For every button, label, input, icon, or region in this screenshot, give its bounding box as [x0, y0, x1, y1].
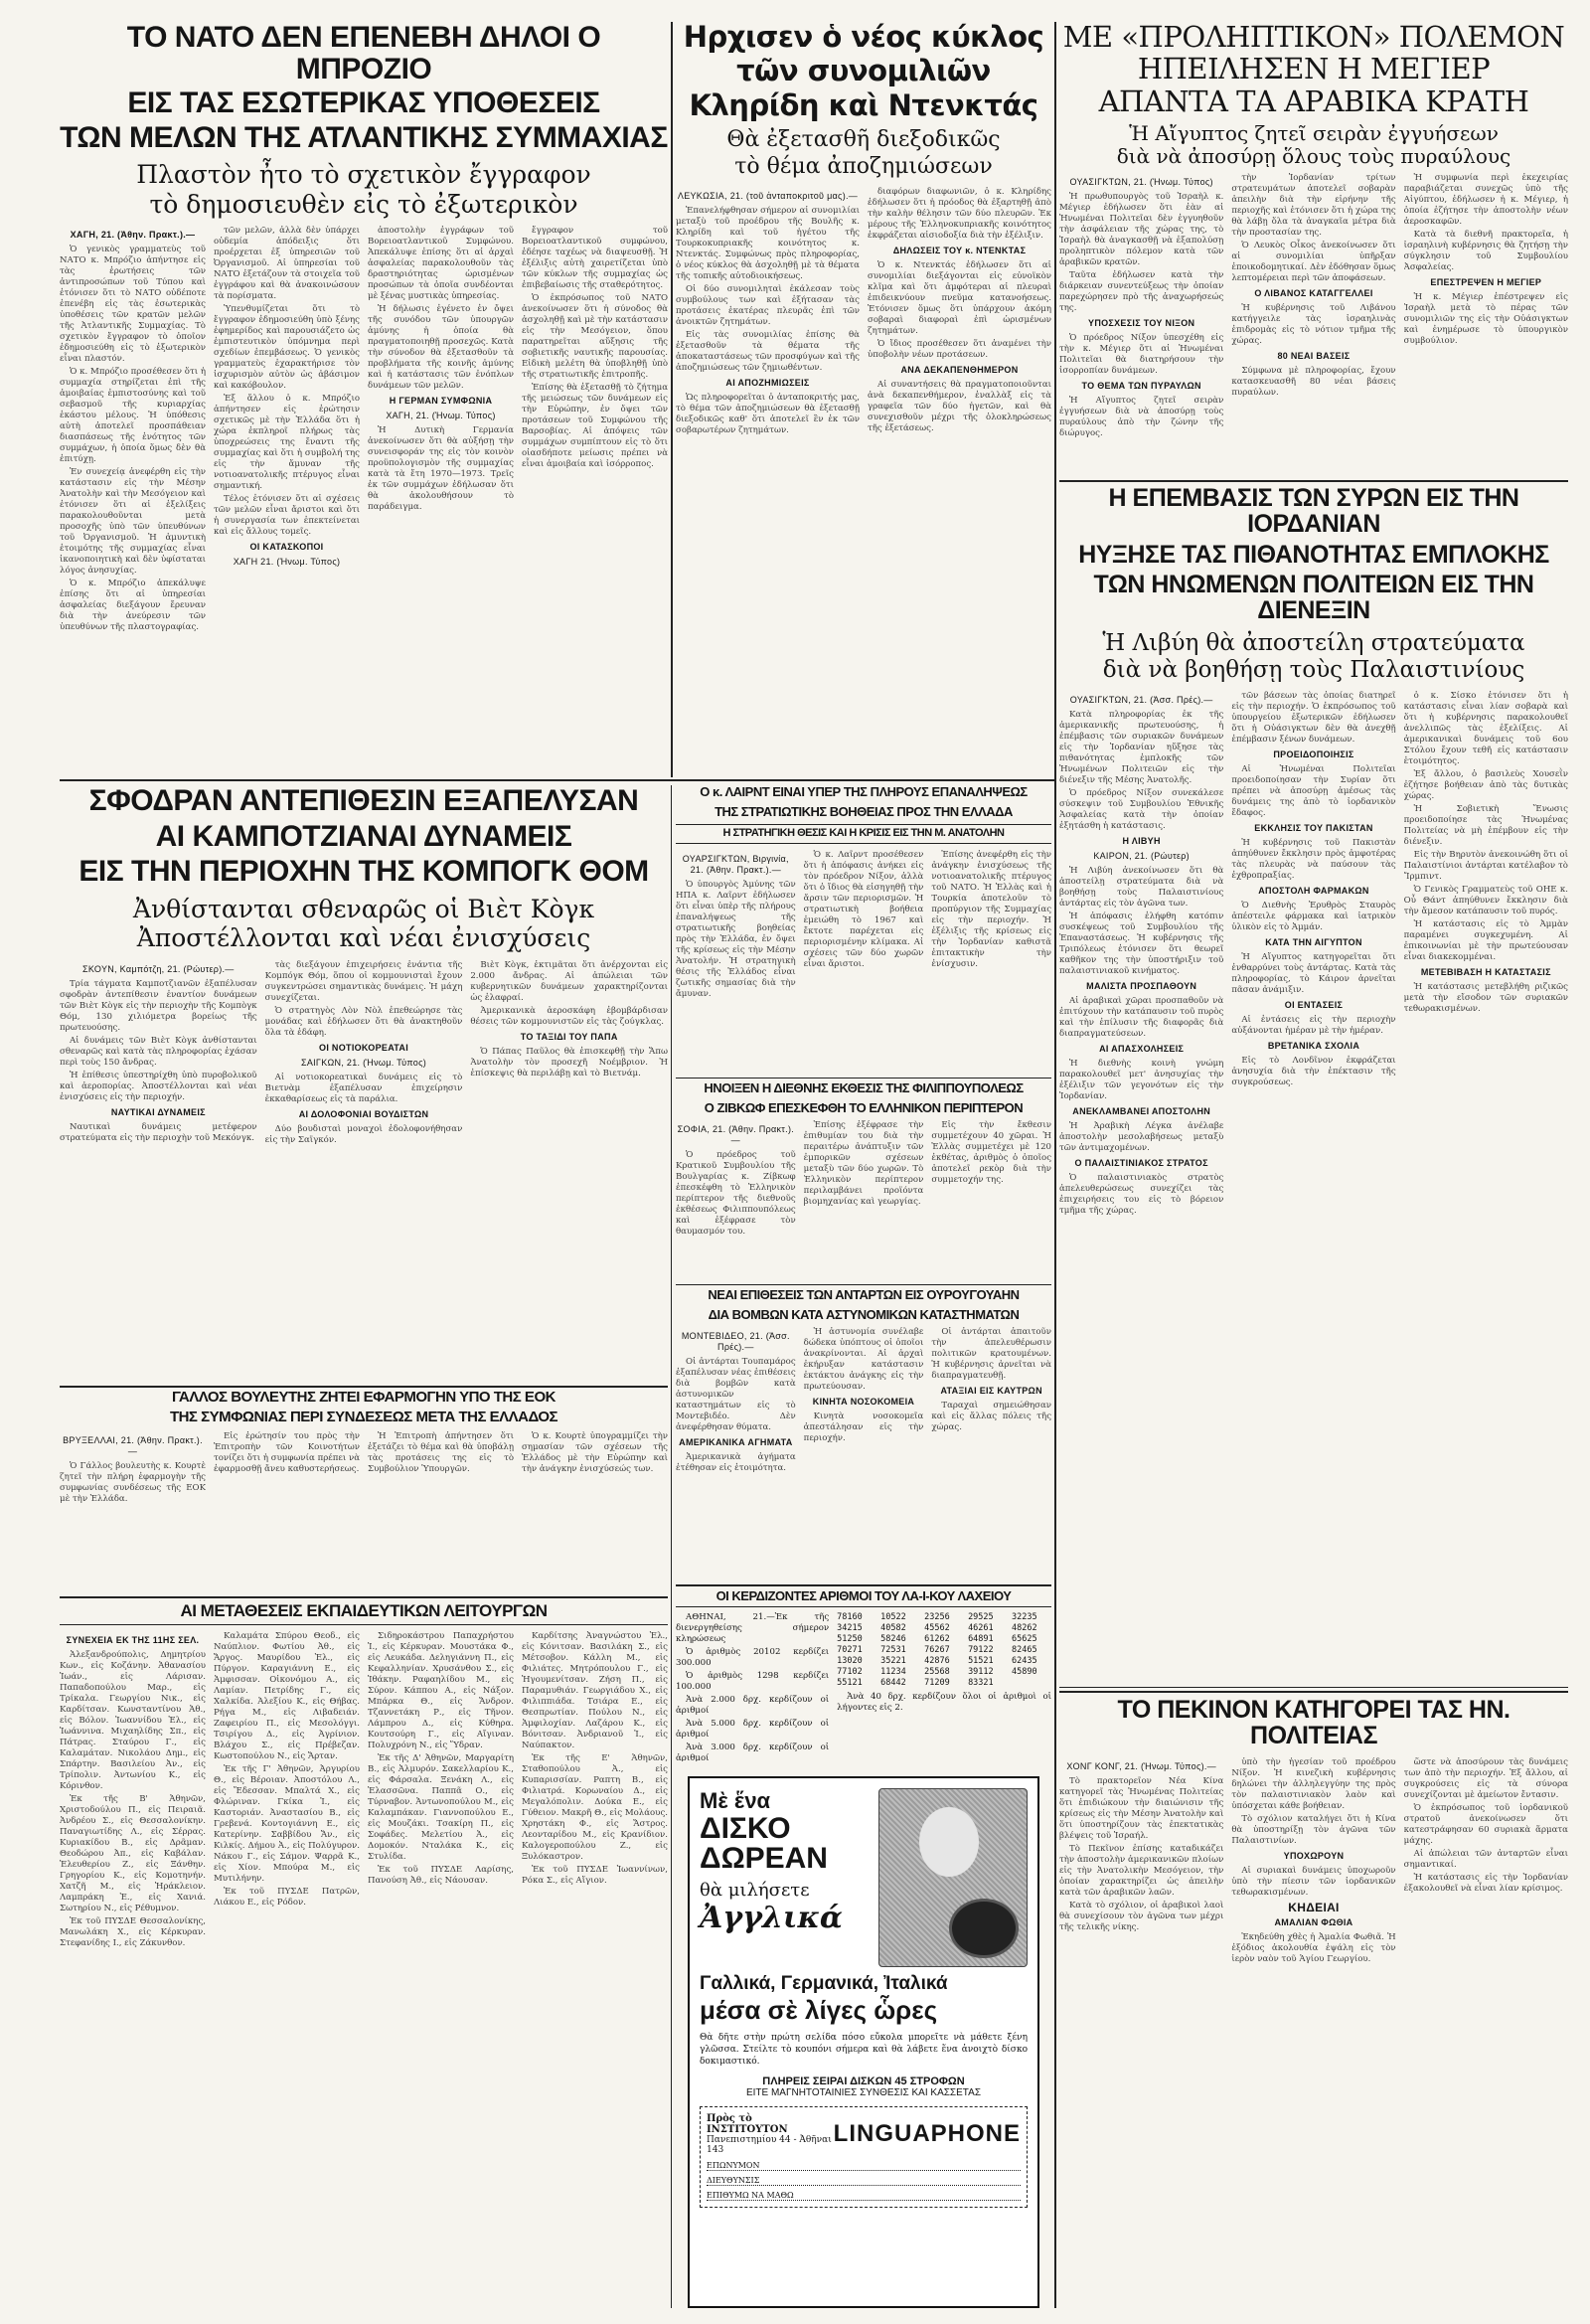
lottery-number: 68442	[880, 1677, 906, 1688]
cyprus-subhead-2: τὸ θέμα ἀποζημιώσεων	[734, 153, 993, 179]
french-col-1: ΒΡΥΞΕΛΛΑΙ, 21. (Ἀθην. Πρακτ.).— Ὁ Γάλλος βουλευτὴς κ. Κουρτὲ ζητεῖ τὴν πλήρη ἐφαρμογὴν τῆς συμφωνίας συνδέσεως τῆς ΕΟΚ μὲ τὴν Ἑλλάδα.	[60, 1434, 206, 1504]
cyprus-col-2: διαφόρων διαφωνιῶν, ὁ κ. Κληρίδης ἐδήλωσεν ὅτι ἡ πρόοδος θὰ ἐξαρτηθῇ ἀπὸ τὴν καλὴν θέλησιν τῶν δύο πλευρῶν. Ἐκ μέρους τῆς Ἑλληνοκυπριακῆς κοινότητος ἐκφράζεται αἰσιοδοξία διὰ τὴν ἐξέλιξιν. ΔΗΛΩΣΕΙΣ ΤΟΥ κ. ΝΤΕΝΚΤΑΣ Ὁ κ. Ντενκτάς ἐδήλωσεν ὅτι αἱ συνομιλίαι διεξάγονται εἰς εὐνοϊκὸν κλῖμα καὶ ὅτι ἀμφότεραι αἱ πλευραὶ ἐπιδεικνύουν πνεῦμα κατανοήσεως. Ἐτόνισεν ὅμως ὅτι ὑπάρχουν ἀκόμη σοβαραὶ διαφοραὶ ἐπὶ ὡρισμένων ζητημάτων. Ὁ ἴδιος προσέθεσεν ὅτι ἀναμένει τὴν ὑποβολὴν νέων προτάσεων. ΑΝΑ ΔΕΚΑΠΕΝΘΗΜΕΡΟΝ Αἱ συναντήσεις θὰ πραγματοποιοῦνται ἀνὰ δεκαπενθήμερον, ἐναλλὰξ εἰς τὰ γραφεῖα τῶν δύο ἡγετῶν, καὶ θὰ συνεχισθοῦν μέχρι τῆς ὁλοκληρώσεως τῆς ἐξετάσεως.	[868, 186, 1051, 433]
cyprus-headline-1: Ηρχισεν ὁ νέος κύκλος	[683, 22, 1044, 54]
jordan-subhead-1: Ἡ Λιβύη θὰ ἀποστείλη στρατεύματα	[1102, 630, 1525, 657]
teachers-headline: ΑΙ ΜΕΤΑΘΕΣΕΙΣ ΕΚΠΑΙΔΕΥΤΙΚΩΝ ΛΕΙΤΟΥΡΓΩΝ	[60, 1596, 668, 1625]
teachers-article	[60, 1596, 668, 2308]
linguaphone-ad[interactable]	[688, 1776, 1039, 2308]
lottery-number: 35221	[880, 1655, 906, 1666]
lottery-prize-4: Ἀνὰ 5.000 δρχ. κερδίζουν οἱ ἀριθμοί	[676, 1718, 830, 1740]
lottery-number: 77102	[837, 1666, 863, 1677]
jordan-egypt-subhead: ΚΑΤΑ ΤΗΝ ΑΙΓΥΠΤΟΝ	[1265, 936, 1362, 947]
nato-headline-2: ΕΙΣ ΤΑΣ ΕΣΩΤΕΡΙΚΑΣ ΥΠΟΘΕΣΕΙΣ	[127, 86, 600, 119]
rule-h-6	[1059, 1687, 1568, 1688]
cambodia-col-2: τὰς διεξάγουν ἐπιχειρήσεις ἐνάντια τῆς Κομπόγκ Θόμ, ὅπου οἱ κομμουνισταὶ ἔχουν συγκεντρώσει σημαντικὰς δυνάμεις. Ἡ μάχη συνεχίζεται. Ὁ στρατηγὸς Λὸν Νὸλ ἐπεθεώρησε τὰς μονάδας καὶ ἐδήλωσεν ὅτι θὰ ἀνακτηθοῦν ὅλα τὰ ἐδάφη. ΟΙ ΝΟΤΙΟΚΟΡΕΑΤΑΙ ΣΑΙΓΚΩΝ, 21. (Ἡνωμ. Τύπος) Αἱ νοτιοκορεατικαὶ δυνάμεις εἰς τὸ Βιετνὰμ ἐξαπέλυσαν ἐπιχείρησιν ἐκκαθαρίσεως εἰς τὰ παράλια. ΑΙ ΔΟΛΟΦΟΝΙΑΙ ΒΟΥΔΙΣΤΩΝ Δύο βουδισταὶ μοναχοὶ ἐδολοφονήθησαν εἰς τὴν Σαϊγκόν.	[264, 959, 463, 1145]
uruguay-headline-1: ΝΕΑΙ ΕΠΙΘΕΣΕΙΣ ΤΩΝ ΑΝΤΑΡΤΩΝ ΕΙΣ ΟΥΡΟΥΓΟΥΑΗΝ	[708, 1288, 1020, 1302]
jordan-headline-3: ΤΩΝ ΗΝΩΜΕΝΩΝ ΠΟΛΙΤΕΙΩΝ ΕΙΣ ΤΗΝ ΔΙΕΝΕΞΙΝ	[1093, 570, 1534, 624]
cambodia-article	[60, 785, 668, 1382]
cambodia-col-3: Βιὲτ Κὸγκ, ἐκτιμᾶται ὅτι ἀνέρχονται εἰς 2.000 ἄνδρας. Αἱ ἀπώλειαι τῶν κυβερνητικῶν δυνάμεων χαρακτηρίζονται ὡς ἐλαφραί. Ἀμερικανικὰ ἀεροσκάφη ἐβομβάρδισαν θέσεις τῶν κομμουνιστῶν εἰς τὰς ζούγκλας. ΤΟ ΤΑΞΙΔΙ ΤΟΥ ΠΑΠΑ Ὁ Πάπας Παῦλος θὰ ἐπισκεφθῇ τὴν Ἄπω Ἀνατολὴν τὸν προσεχῆ Νοέμβριον. Ἡ ἐπίσκεψις θὰ περιλάβῃ καὶ τὸ Βιετνάμ.	[470, 959, 668, 1079]
nato-dateline: ΧΑΓΗ, 21. (Ἀθην. Πρακτ.).—	[70, 230, 196, 240]
cambodia-pope-subhead: ΤΟ ΤΑΞΙΔΙ ΤΟΥ ΠΑΠΑ	[520, 1031, 618, 1042]
meir-col-2: τὴν Ἰορδανίαν τρίτων στρατευμάτων ἀποτελεῖ σοβαρὰν ἀπειλὴν διὰ τὴν εἰρήνην τῆς περιοχῆς καὶ ἐτόνισεν ὅτι ἡ χώρα της θὰ λάβῃ ὅλα τὰ ἀναγκαῖα μέτρα διὰ τὴν προστασίαν της. Ὁ Λευκὸς Οἶκος ἀνεκοίνωσεν ὅτι αἱ συνομιλίαι ὑπῆρξαν ἐποικοδομητικαί. Δὲν ἐδόθησαν ὅμως λεπτομέρειαι περὶ τῶν ἀποφάσεων. Ο ΛΙΒΑΝΟΣ ΚΑΤΑΓΓΕΛΛΕΙ Ἡ κυβέρνησις τοῦ Λιβάνου κατήγγειλε τὰς ἰσραηλινὰς ἐπιδρομὰς εἰς τὸ νότιον τμῆμα τῆς χώρας. 80 ΝΕΑΙ ΒΑΣΕΙΣ Σύμφωνα μὲ πληροφορίας, ἔχουν κατασκευασθῆ 80 νέαι βάσεις πυραύλων.	[1231, 173, 1396, 399]
meir-bases-subhead: 80 ΝΕΑΙ ΒΑΣΕΙΣ	[1277, 351, 1351, 362]
cambodia-subhead-2: Ἀποστέλλονται καὶ νέαι ἐνισχύσεις	[136, 923, 591, 952]
ad-coupon-address: Πανεπιστημίου 44 - Ἀθῆναι 143	[707, 2135, 832, 2155]
lottery-number: 61262	[924, 1633, 950, 1644]
jordan-tensions-subhead: ΟΙ ΕΝΤΑΣΕΙΣ	[1284, 999, 1344, 1010]
peking-col-1: ΧΟΝΓ ΚΟΝΓ, 21. (Ἡνωμ. Τύπος).— Τὸ πρακτορεῖον Νέα Κίνα κατηγορεῖ τὰς Ἡνωμένας Πολιτείας ὅτι ἐπιδιώκουν τὴν διαιώνισιν τῆς κρίσεως εἰς τὴν Μέσην Ἀνατολὴν καὶ ὅτι ὑποστηρίζουν τὰς ἐπεκτατικὰς βλέψεις τοῦ Ἰσραήλ. Τὸ Πεκῖνον ἐπίσης καταδικάζει τὴν ἀποστολὴν ἀμερικανικῶν πλοίων εἰς τὴν Ἀνατολικὴν Μεσόγειον, τὴν ὁποίαν χαρακτηρίζει ὡς ἀπειλὴν κατὰ τῶν ἀραβικῶν λαῶν. Κατὰ τὸ σχόλιον, οἱ ἀραβικοὶ λαοὶ θὰ συνεχίσουν τὸν ἀγῶνα των μέχρι τῆς τελικῆς νίκης.	[1059, 1760, 1224, 1932]
lottery-prize-2: Ὁ ἀριθμὸς 1298 κερδίζει 100.000	[676, 1670, 830, 1692]
lottery-number: 32235	[1012, 1611, 1037, 1622]
ad-field-2-label: ΔΙΕΥΘΥΝΣΙΣ	[707, 2176, 760, 2185]
peking-headline: ΤΟ ΠΕΚΙΝΟΝ ΚΑΤΗΓΟΡΕΙ ΤΑΣ ΗΝ. ΠΟΛΙΤΕΙΑΣ	[1059, 1691, 1568, 1749]
laird-col-2: Ὁ κ. Λαῖρντ προσέθεσεν ὅτι ἡ ἀπόφασις ἀνήκει εἰς τὸν πρόεδρον Νίξον, ἀλλὰ ὅτι ὁ ἴδιος θὰ εἰσηγηθῇ τὴν ἄρσιν τῶν περιορισμῶν. Ἡ στρατιωτικὴ βοήθεια ἐμειώθη τὸ 1967 καὶ ἔκτοτε παρέχεται εἰς περιορισμένην κλίμακα. Αἱ σχέσεις τῶν δύο χωρῶν εἶναι ἄριστοι.	[803, 849, 924, 969]
ad-field-3-label: ΕΠΙΘΥΜΩ ΝΑ ΜΑΘΩ	[707, 2191, 794, 2200]
laird-headline-1: Ο κ. ΛΑΙΡΝΤ ΕΙΝΑΙ ΥΠΕΡ ΤΗΣ ΠΛΗΡΟΥΣ ΕΠΑΝΑΛΗΨΕΩΣ	[700, 785, 1028, 799]
nato-spies-subhead: ΟΙ ΚΑΤΑΣΚΟΠΟΙ	[249, 542, 324, 552]
cyprus-dateline: ΛΕΥΚΩΣΙΑ, 21. (τοῦ ἀνταποκριτοῦ μας).—	[677, 190, 859, 201]
lottery-number: 23256	[924, 1611, 950, 1622]
peking-col-3: ὥστε νὰ ἀποσύρουν τὰς δυνάμεις των ἀπὸ τὴν περιοχήν. Ἐξ ἄλλου, αἱ συγκρούσεις εἰς τὰ σύνορα συνεχίζονται μὲ ἀμείωτον ἔντασιν. Ὁ ἐκπρόσωπος τοῦ ἰορδανικοῦ στρατοῦ ἀνεκοίνωσεν ὅτι κατεστράφησαν 60 συριακὰ ἅρματα μάχης. Αἱ ἀπώλειαι τῶν ἀνταρτῶν εἶναι σημαντικαί. Ἡ κατάστασις εἰς τὴν Ἰορδανίαν ἐξακολουθεῖ νὰ εἶναι λίαν κρίσιμος.	[1403, 1756, 1568, 1894]
jordan-article	[1059, 485, 1568, 1683]
ad-line-5: Ἀγγλικά	[700, 1901, 844, 1935]
lottery-number: 51250	[837, 1633, 863, 1644]
uruguay-marines-subhead: ΑΜΕΡΙΚΑΝΙΚΑ ΑΓΗΜΑΤΑ	[679, 1437, 793, 1448]
teachers-intro: ΣΥΝΕΧΕΙΑ ΕΚ ΤΗΣ 11ΗΣ ΣΕΛ.	[66, 1634, 200, 1645]
meir-subhead-2: διὰ νὰ ἀποσύρῃ ὅλους τοὺς πυραύλους	[1116, 144, 1511, 169]
jordan-concerns-subhead: ΑΙ ΑΠΑΣΧΟΛΗΣΕΙΣ	[1099, 1043, 1185, 1054]
lottery-number: 78160	[837, 1611, 863, 1622]
meir-headline-2: ΗΠΕΙΛΗΣΕΝ Η ΜΕΓΙΕΡ	[1137, 52, 1491, 86]
jordan-situation-subhead: ΜΕΤΕΒΙΒΑΣΗ Η ΚΑΤΑΣΤΑΣΙΣ	[1420, 966, 1551, 977]
jordan-libya-subhead: Η ΛΙΒΥΗ	[1122, 835, 1161, 846]
lottery-number: 40582	[880, 1622, 906, 1633]
peking-retreat-subhead: ΥΠΟΧΩΡΟΥΝ	[1283, 1850, 1345, 1861]
french-headline-2: ΤΗΣ ΣΥΜΦΩΝΙΑΣ ΠΕΡΙ ΣΥΝΔΕΣΕΩΣ ΜΕΤΑ ΤΗΣ ΕΛΛΑΔΟΣ	[169, 1408, 558, 1425]
jordan-warning-subhead: ΠΡΟΕΙΔΟΠΟΙΗΣΙΣ	[1273, 748, 1354, 759]
lottery-number: 45562	[924, 1622, 950, 1633]
french-dateline: ΒΡΥΞΕΛΛΑΙ, 21. (Ἀθην. Πρακτ.).—	[63, 1434, 203, 1456]
nato-subhead-1: Πλαστὸν ἦτο τὸ σχετικὸν ἔγγραφον	[136, 160, 591, 189]
nato-dateline-2: ΧΑΓΗ 21. (Ἡνωμ. Τύπος)	[233, 557, 341, 567]
nato-headline-3: ΤΩΝ ΜΕΛΩΝ ΤΗΣ ΑΤΛΑΝΤΙΚΗΣ ΣΥΜΜΑΧΙΑΣ	[60, 120, 668, 154]
rule-h-5	[676, 1284, 1051, 1285]
jordan-col-3: ὁ κ. Σίσκο ἐτόνισεν ὅτι ἡ κατάστασις εἶναι λίαν σοβαρὰ καὶ ὅτι ἡ κυβέρνησις παρακολουθεῖ ἀνελλιπῶς τὰς ἐξελίξεις. Αἱ ἀμερικανικαὶ δυνάμεις τοῦ 6ου Στόλου ἔχουν τεθῆ εἰς κατάστασιν ἑτοιμότητος. Ἐξ ἄλλου, ὁ βασιλεὺς Χουσεῒν ἐζήτησε βοήθειαν ἀπὸ τὰς δυτικὰς χώρας. Ἡ Σοβιετικὴ Ἕνωσις προειδοποίησε τὰς Ἡνωμένας Πολιτείας νὰ μὴ ἐπέμβουν εἰς τὴν διένεξιν. Εἰς τὴν Βηρυτὸν ἀνεκοινώθη ὅτι οἱ Παλαιστίνιοι ἀντάρται κατέλαβον τὸ Ἴρμπιντ. Ὁ Γενικὸς Γραμματεὺς τοῦ ΟΗΕ κ. Οὖ Θάντ ἀπηύθυνεν ἔκκλησιν διὰ τὴν ἄμεσον κατάπαυσιν τοῦ πυρός. Ἡ κατάστασις εἰς τὸ Ἀμμὰν παραμένει συγκεχυμένη. Αἱ ἐπικοινωνίαι μὲ τὴν πρωτεύουσαν εἶναι διακεκομμέναι. ΜΕΤΕΒΙΒΑΣΗ Η ΚΑΤΑΣΤΑΣΙΣ Ἡ κατάστασις μετεβλήθη ριζικῶς μετὰ τὴν εἴσοδον τῶν συριακῶν τεθωρακισμένων.	[1403, 690, 1568, 1014]
lottery-prize-3: Ἀνὰ 2.000 δρχ. κερδίζουν οἱ ἀριθμοί	[676, 1694, 830, 1716]
jordan-col-2: τῶν βάσεων τὰς ὁποίας διατηρεῖ εἰς τὴν περιοχήν. Ὁ ἐκπρόσωπος τοῦ ὑπουργείου ἐξωτερικῶν ἐδήλωσεν ὅτι ἡ Οὐάσιγκτων δὲν θὰ ἀνεχθῇ ἐπέμβασιν ξένων δυνάμεων. ΠΡΟΕΙΔΟΠΟΙΗΣΙΣ Αἱ Ἡνωμέναι Πολιτεῖαι προειδοποίησαν τὴν Συρίαν ὅτι πρέπει νὰ ἀποσύρῃ ἀμέσως τὰς δυνάμεις της ἀπὸ τὸ ἰορδανικὸν ἔδαφος. ΕΚΚΛΗΣΙΣ ΤΟΥ ΠΑΚΙΣΤΑΝ Ἡ κυβέρνησις τοῦ Πακιστὰν ἀπηύθυνεν ἔκκλησιν πρὸς ἀμφοτέρας τὰς πλευρὰς νὰ παύσουν τὰς ἐχθροπραξίας. ΑΠΟΣΤΟΛΗ ΦΑΡΜΑΚΩΝ Ὁ Διεθνὴς Ἐρυθρὸς Σταυρὸς ἀπέστειλε φάρμακα καὶ ἰατρικὸν ὑλικὸν εἰς τὸ Ἀμμάν. ΚΑΤΑ ΤΗΝ ΑΙΓΥΠΤΟΝ Ἡ Αἴγυπτος κατηγορεῖται ὅτι ἐνθαρρύνει τοὺς ἀντάρτας. Κατὰ τὰς πληροφορίας, τὸ Κάιρον ἀρνεῖται πᾶσαν ἀνάμιξιν. ΟΙ ΕΝΤΑΣΕΙΣ Αἱ ἐντάσεις εἰς τὴν περιοχὴν αὐξάνονται ἡμέραν μὲ τὴν ἡμέραν. ΒΡΕΤΑΝΙΚΑ ΣΧΟΛΙΑ Εἰς τὸ Λονδῖνον ἐκφράζεται ἀνησυχία διὰ τὴν ἐπέκτασιν τῆς συγκρούσεως.	[1231, 690, 1396, 1087]
rule-v-3	[671, 785, 672, 2308]
lottery-dateline: ΑΘΗΝΑΙ, 21.—Ἐκ τῆς διενεργηθείσης σήμερον κληρώσεως	[676, 1611, 830, 1644]
cambodia-headline-1: ΣΦΟΔΡΑΝ ΑΝΤΕΠΙΘΕΣΙΝ ΕΞΑΠΕΛΥΣΑΝ	[88, 785, 639, 817]
lottery-number: 71209	[924, 1677, 950, 1688]
lottery-number: 51521	[968, 1655, 994, 1666]
peking-dateline: ΧΟΝΓ ΚΟΝΓ, 21. (Ἡνωμ. Τύπος).—	[1066, 1760, 1216, 1771]
lottery-number: 58246	[880, 1633, 906, 1644]
cambodia-saigon-dateline: ΣΑΙΓΚΩΝ, 21. (Ἡνωμ. Τύπος)	[300, 1057, 427, 1068]
uruguay-hospitals-subhead: ΚΙΝΗΤΑ ΝΟΣΟΚΟΜΕΙΑ	[812, 1397, 915, 1408]
ad-field-1[interactable]	[707, 2161, 1021, 2171]
ad-line-6: Γαλλικά, Γερμανικά, Ἰταλικά	[700, 1973, 948, 1994]
cambodia-dateline: ΣΚΟΥΝ, Καμπότζη, 21. (Ρώυτερ).—	[82, 963, 235, 974]
nato-dateline-3: ΧΑΓΗ, 21. (Ἡνωμ. Τύπος)	[386, 411, 496, 420]
ad-brand-logo: LINGUAPHONE	[833, 2120, 1021, 2147]
fair-col-3: Εἰς τὴν ἔκθεσιν συμμετέχουν 40 χῶραι. Ἡ Ἑλλὰς συμμετέχει μὲ 120 ἐκθέτας, ἀριθμὸς ὁ ὁποῖος ἀποτελεῖ ρεκὸρ διὰ τὴν συμμετοχήν της.	[931, 1120, 1051, 1186]
cyprus-compensation-subhead: ΑΙ ΑΠΟΖΗΜΙΩΣΕΙΣ	[725, 377, 810, 388]
nato-subhead-2: τὸ δημοσιευθὲν εἰς τὸ ἐξωτερικὸν	[149, 189, 578, 219]
lottery-prize-1: Ὁ ἀριθμὸς 20102 κερδίζει 300.000	[676, 1646, 830, 1668]
uruguay-headline-2: ΔΙΑ ΒΟΜΒΩΝ ΚΑΤΑ ΑΣΤΥΝΟΜΙΚΩΝ ΚΑΤΑΣΤΗΜΑΤΩΝ	[708, 1306, 1020, 1322]
teachers-col-2: Καλαμάτα Σπύρου Θεοδ., εἰς Ναύπλιον. Φωτίου Ἀθ., εἰς Ἄργος. Μαυρίδου Ἐλ., εἰς Πύργον. Καραγιάννη Ε., εἰς Ἀμφισσαν. Οἰκονόμου Α., εἰς Λαμίαν. Πετρίδης Γ., εἰς Χαλκίδα. Ἀλεξίου Κ., εἰς Θήβας. Ρήγα Μ., εἰς Λιβαδειάν. Ζαφειρίου Π., εἰς Μεσολόγγι. Τσιρίγου Δ., εἰς Ἀγρίνιον. Βλάχου Σ., εἰς Πρέβεζαν. Κωστοπούλου Ν., εἰς Ἄρταν. Ἐκ τῆς Γ' Ἀθηνῶν, Ἀργυρίου Θ., εἰς Βέροιαν. Ἀποστόλου Λ., εἰς Ἔδεσσαν. Μπαλτά Χ., εἰς Φλώριναν. Γκίκα Ἰ., εἰς Καστοριάν. Ἀναστασίου Β., εἰς Γρεβενά. Κοντογιάννη Ε., εἰς Κατερίνην. Σαββίδου Ἄν., εἰς Κιλκίς. Δήμου Ἀ., εἰς Πολύγυρον. Νάκου Γ., εἰς Σάμον. Ψαρρᾶ Κ., εἰς Χίον. Μπούρα Μ., εἰς Μυτιλήνην. Ἐκ τοῦ ΠΥΣΔΕ Πατρῶν, Λιάκου Ε., εἰς Ρόδον.	[214, 1630, 360, 1908]
ad-line-1: Μὲ ἕνα	[700, 1788, 771, 1813]
ad-coupon-to: Πρὸς τὸ ΙΝΣΤΙΤΟΥΤΟΝ	[707, 2113, 788, 2135]
lottery-number: 45890	[1012, 1666, 1037, 1677]
lottery-number: 62435	[1012, 1655, 1037, 1666]
lottery-number: 76267	[924, 1644, 950, 1655]
teachers-col-1: ΣΥΝΕΧΕΙΑ ΕΚ ΤΗΣ 11ΗΣ ΣΕΛ. Ἀλεξανδρούπολις, Δημητρίου Κων., εἰς Κοζάνην. Ἀθανασίου Ἰωάν., εἰς Λάρισαν. Παπαδοπούλου Μαρ., εἰς Τρίκαλα. Γεωργίου Νικ., εἰς Καρδίτσαν. Κωνσταντίνου Ἀθ., εἰς Βόλον. Ἰωαννίδου Ἑλ., εἰς Ἰωάννινα. Μιχαηλίδης Σπ., εἰς Πάτρας. Σταύρου Γ., εἰς Καλαμάταν. Νικολάου Δημ., εἰς Σπάρτην. Βασιλείου Ἀν., εἰς Τρίπολιν. Ἀντωνίου Κ., εἰς Κόρινθον. Ἐκ τῆς Β' Ἀθηνῶν, Χριστοδούλου Π., εἰς Πειραιᾶ. Ἀνδρέου Σ., εἰς Θεσσαλονίκην. Παναγιωτίδης Λ., εἰς Σέρρας. Κυριακίδου Β., εἰς Δρᾶμαν. Θεοδώρου Ἀπ., εἰς Καβάλαν. Ἐλευθερίου Ζ., εἰς Ξάνθην. Γρηγορίου Κ., εἰς Κομοτηνήν. Χατζῆ Μ., εἰς Ἡράκλειον. Λαμπράκη Ἐ., εἰς Χανιά. Σωτηρίου Ν., εἰς Ρέθυμνον. Ἐκ τοῦ ΠΥΣΔΕ Θεσσαλονίκης, Μανωλάκη Χ., εἰς Κέρκυραν. Στεφανίδης Ι., εἰς Ζάκυνθον.	[60, 1634, 206, 1948]
ad-field-1-label: ΕΠΩΝΥΜΟΝ	[707, 2161, 760, 2170]
meir-article	[1059, 22, 1568, 477]
nato-col-2: τῶν μελῶν, ἀλλὰ δὲν ὑπάρχει οὐδεμία ἀπόδειξις ὅτι προέρχεται ἐξ ὑπηρεσιῶν τοῦ Ὀργανισμοῦ. Αἱ ὑπηρεσίαι τοῦ ΝΑΤΟ ἐξετάζουν τὰ στοιχεῖα τοῦ ἐγγράφου καὶ θὰ ἀνακοινώσουν τὰ πορίσματα. Ὑπενθυμίζεται ὅτι τὸ ἔγγραφον ἐδημοσιεύθη ὑπὸ ξένης ἐφημερίδος καὶ παρουσιάζετο ὡς ἐμπιστευτικὸν ὑπόμνημα περὶ σχεδίων ἐπεμβάσεως. Ὁ γενικὸς γραμματεὺς ἐχαρακτήρισε τὸν ἰσχυρισμὸν αὐτὸν ὡς ἀβάσιμον καὶ κακόβουλον. Ἐξ ἄλλου ὁ κ. Μπρόζιο ἀπήντησεν εἰς ἐρώτησιν σχετικῶς μὲ τὴν Ἑλλάδα ὅτι ἡ χώρα ἐκπληροῖ πλήρως τὰς ὑποχρεώσεις της ἔναντι τῆς συμμαχίας καὶ ὅτι ἡ συμβολή της εἰς τὴν ἄμυναν τῆς νοτιοανατολικῆς πτέρυγος εἶναι σημαντική. Τέλος ἐτόνισεν ὅτι αἱ σχέσεις τῶν μελῶν εἶναι ἄριστοι καὶ ὅτι ἡ συνεργασία των ἐπεκτείνεται καὶ εἰς ἄλλους τομεῖς. ΟΙ ΚΑΤΑΣΚΟΠΟΙ ΧΑΓΗ 21. (Ἡνωμ. Τύπος)	[214, 226, 360, 567]
cyprus-headline-2: τῶν συνομιλιῶν	[736, 54, 991, 88]
lottery-number: 39112	[968, 1666, 994, 1677]
lottery-headline: ΟΙ ΚΕΡΔΙΖΟΝΤΕΣ ΑΡΙΘΜΟΙ ΤΟΥ ΛΑ-Ι-ΚΟΥ ΛΑΧΕΙΟΥ	[676, 1584, 1051, 1607]
rule-h-3	[60, 1386, 668, 1388]
rule-h-2	[1059, 480, 1568, 482]
fair-col-1: ΣΟΦΙΑ, 21. (Ἀθην. Πρακτ.).— Ὁ πρόεδρος τοῦ Κρατικοῦ Συμβουλίου τῆς Βουλγαρίας κ. Ζίβκωφ ἐπεσκέφθη τὸ Ἑλληνικὸν περίπτερον τῆς διεθνοῦς ἐκθέσεως Φιλιππουπόλεως καὶ ἐξέφρασε τὸν θαυμασμόν του.	[676, 1124, 796, 1238]
cambodia-naval-subhead: ΝΑΥΤΙΚΑΙ ΔΥΝΑΜΕΙΣ	[110, 1106, 206, 1117]
lottery-number: 13020	[837, 1655, 863, 1666]
ad-photo-record	[949, 1899, 1019, 1958]
fair-headline-2: Ο ΖΙΒΚΩΦ ΕΠΕΣΚΕΦΘΗ ΤΟ ΕΛΛΗΝΙΚΟΝ ΠΕΡΙΠΤΕΡΟΝ	[704, 1099, 1024, 1115]
jordan-dateline: ΟΥΑΣΙΓΚΤΩΝ, 21. (Ἀσσ. Πρές).—	[1069, 694, 1213, 705]
ad-offer: ΠΛΗΡΕΙΣ ΣΕΙΡΑΙ ΔΙΣΚΩΝ 45 ΣΤΡΟΦΩΝ	[762, 2075, 965, 2087]
ad-photo-woman	[878, 1788, 1028, 1967]
cambodia-buddhists-subhead: ΑΙ ΔΟΛΟΦΟΝΙΑΙ ΒΟΥΔΙΣΤΩΝ	[298, 1108, 429, 1119]
peking-amalia-subhead: ΑΜΑΛΙΑΝ ΦΩΘΙΑ	[1274, 1916, 1353, 1927]
fair-article	[676, 1081, 1051, 1280]
uruguay-dateline: ΜΟΝΤΕΒΙΔΕΟ, 21. (Ἀσσ. Πρές).—	[681, 1331, 790, 1353]
nato-german-subhead: Η ΓΕΡΜΑΝ ΣΥΜΦΩΝΙΑ	[389, 396, 493, 406]
ad-offer-2: ΕΙΤΕ ΜΑΓΝΗΤΟΤΑΙΝΙΕΣ ΣΥΝΘΕΣΙΣ ΚΑΙ ΚΑΣΣΕΤΑΣ	[745, 2087, 982, 2098]
laird-headline-2: ΤΗΣ ΣΤΡΑΤΙΩΤΙΚΗΣ ΒΟΗΘΕΙΑΣ ΠΡΟΣ ΤΗΝ ΕΛΛΑΔΑ	[715, 803, 1013, 819]
jordan-efforts-subhead: ΜΑΛΙΣΤΑ ΠΡΟΣΠΑΘΟΥΝ	[1086, 980, 1197, 991]
meir-headline-3: ΑΠΑΝΤΑ ΤΑ ΑΡΑΒΙΚΑ ΚΡΑΤΗ	[1098, 83, 1529, 118]
jordan-british-subhead: ΒΡΕΤΑΝΙΚΑ ΣΧΟΛΙΑ	[1267, 1040, 1360, 1051]
lottery-number: 34215	[837, 1622, 863, 1633]
ad-line-3: ΔΩΡΕΑΝ	[700, 1842, 828, 1875]
uruguay-col-3: Οἱ ἀντάρται ἀπαιτοῦν τὴν ἀπελευθέρωσιν πολιτικῶν κρατουμένων. Ἡ κυβέρνησις ἀρνεῖται νὰ διαπραγματευθῇ. ΑΤΑΞΙΑΙ ΕΙΣ ΚΑΥΤΡΩΝ Ταραχαὶ σημειώθησαν καὶ εἰς ἄλλας πόλεις τῆς χώρας.	[931, 1327, 1051, 1433]
peking-funerals-subhead: ΚΗΔΕΙΑΙ	[1288, 1900, 1340, 1914]
fair-dateline: ΣΟΦΙΑ, 21. (Ἀθην. Πρακτ.).—	[677, 1124, 795, 1146]
jordan-col-1: ΟΥΑΣΙΓΚΤΩΝ, 21. (Ἀσσ. Πρές).— Κατὰ πληροφορίας ἐκ τῆς ἀμερικανικῆς πρωτευούσης, ἡ ἐπέμβασις τῶν συριακῶν δυνάμεων εἰς τὴν Ἰορδανίαν ηὔξησε τὰς πιθανότητας ἐμπλοκῆς τῶν Ἡνωμένων Πολιτειῶν εἰς τὴν διένεξιν τῆς Μέσης Ἀνατολῆς. Ὁ πρόεδρος Νίξον συνεκάλεσε σύσκεψιν τοῦ Συμβουλίου Ἐθνικῆς Ἀσφαλείας κατὰ τὴν ὁποίαν ἐξητάσθη ἡ κατάστασις. Η ΛΙΒΥΗ ΚΑΙΡΟΝ, 21. (Ρώυτερ) Ἡ Λιβύη ἀνεκοίνωσεν ὅτι θὰ ἀποστείλῃ στρατεύματα διὰ νὰ βοηθήσῃ τοὺς Παλαιστινίους ἀντάρτας εἰς τὸν ἀγῶνα των. Ἡ ἀπόφασις ἐλήφθη κατόπιν συσκέψεως τοῦ Συμβουλίου τῆς Ἐπαναστάσεως. Ἡ κυβέρνησις τῆς Τριπόλεως ἐτόνισεν ὅτι θεωρεῖ καθῆκον της τὴν ὑποστήριξιν τοῦ παλαιστινιακοῦ κινήματος. ΜΑΛΙΣΤΑ ΠΡΟΣΠΑΘΟΥΝ Αἱ ἀραβικαὶ χῶραι προσπαθοῦν νὰ ἐπιτύχουν τὴν κατάπαυσιν τοῦ πυρὸς καὶ τὴν ἐπίλυσιν τῆς διαφορᾶς διὰ διαπραγματεύσεων. ΑΙ ΑΠΑΣΧΟΛΗΣΕΙΣ Ἡ διεθνὴς κοινὴ γνώμη παρακολουθεῖ μετ' ἀνησυχίας τὴν ἐξέλιξιν τῶν γεγονότων εἰς τὴν Ἰορδανίαν. ΑΝΕΚΛΑΜΒΑΝΕΙ ΑΠΟΣΤΟΛΗΝ Ἡ Ἀραβικὴ Λέγκα ἀνέλαβε ἀποστολὴν μεσολαβήσεως μεταξὺ τῶν ἀντιμαχομένων. Ο ΠΑΛΑΙΣΤΙΝΙΑΚΟΣ ΣΤΡΑΤΟΣ Ὁ παλαιστινιακὸς στρατὸς ἀπελευθερώσεως συνεχίζει τὰς ἐπιχειρήσεις του εἰς τὸ βόρειον τμῆμα τῆς χώρας.	[1059, 694, 1224, 1216]
cambodia-headline-2: ΑΙ ΚΑΜΠΟΤΖΙΑΝΑΙ ΔΥΝΑΜΕΙΣ	[155, 819, 572, 853]
lottery-number: 64891	[968, 1633, 994, 1644]
lottery-number: 25568	[924, 1666, 950, 1677]
peking-article	[1059, 1691, 1568, 2308]
uruguay-article	[676, 1288, 1051, 1577]
french-headline-1: ΓΑΛΛΟΣ ΒΟΥΛΕΥΤΗΣ ΖΗΤΕΙ ΕΦΑΡΜΟΓΗΝ ΥΠΟ ΤΗΣ ΕΟΚ	[172, 1390, 556, 1406]
cyprus-fortnight-subhead: ΑΝΑ ΔΕΚΑΠΕΝΘΗΜΕΡΟΝ	[900, 364, 1019, 375]
uruguay-col-2: Ἡ ἀστυνομία συνέλαβε δώδεκα ὑπόπτους οἱ ὁποῖοι ἀνακρίνονται. Αἱ ἀρχαὶ ἐκήρυξαν κατάστασιν ἐκτάκτου ἀνάγκης εἰς τὴν πρωτεύουσαν. ΚΙΝΗΤΑ ΝΟΣΟΚΟΜΕΙΑ Κινητὰ νοσοκομεῖα ἀπεστάλησαν εἰς τὴν περιοχήν.	[803, 1327, 924, 1444]
ad-field-2[interactable]	[707, 2176, 1021, 2186]
jordan-subhead-2: διὰ νὰ βοηθήσῃ τοὺς Παλαιστινίους	[1102, 656, 1525, 683]
lottery-number: 72531	[880, 1644, 906, 1655]
ad-line-2: ΔΙΣΚΟ	[700, 1812, 791, 1845]
lottery-number: 46261	[968, 1622, 994, 1633]
ad-field-3[interactable]	[707, 2191, 1021, 2201]
ad-photo-face	[919, 1807, 979, 1877]
cyprus-denktash-subhead: ΔΗΛΩΣΕΙΣ ΤΟΥ κ. ΝΤΕΝΚΤΑΣ	[892, 245, 1027, 255]
ad-coupon[interactable]	[700, 2106, 1028, 2208]
french-col-2: Εἰς ἐρώτησίν του πρὸς τὴν Ἐπιτροπὴν τῶν Κοινοτήτων τονίζει ὅτι ἡ συμφωνία πρέπει νὰ ἐφαρμοσθῇ ἄνευ καθυστερήσεως.	[214, 1430, 360, 1474]
ad-line-4: θὰ μιλήσετε	[700, 1880, 810, 1901]
lottery-number-grid	[837, 1612, 1051, 1689]
cyprus-col-1: ΛΕΥΚΩΣΙΑ, 21. (τοῦ ἀνταποκριτοῦ μας).— Ἐπανελήφθησαν σήμερον αἱ συνομιλίαι μεταξὺ τοῦ προέδρου τῆς Βουλῆς κ. Κληρίδη καὶ τοῦ ἡγέτου τῆς Τουρκοκυπριακῆς κοινότητος κ. Ντενκτάς. Συμφώνως πρὸς πληροφορίας, ὁ νέος κύκλος θὰ ἀσχοληθῇ μὲ τὰ θέματα τῆς τοπικῆς αὐτοδιοικήσεως. Οἱ δύο συνομιληταὶ ἐκάλεσαν τοὺς συμβούλους των καὶ ἐξήτασαν τὰς προτάσεις ἑκατέρας πλευρᾶς ἐπὶ τῶν ἀνοικτῶν ζητημάτων. Εἰς τὰς συνομιλίας ἐπίσης θὰ ἐξετασθοῦν τὰ θέματα τῆς ἀποκαταστάσεως τῶν προσφύγων καὶ τῆς ἀποζημιώσεως τῶν ζημιωθέντων. ΑΙ ΑΠΟΖΗΜΙΩΣΕΙΣ Ὡς πληροφορεῖται ὁ ἀνταποκριτής μας, τὸ θέμα τῶν ἀποζημιώσεων θὰ ἐξετασθῇ διεξοδικῶς καθ' ὅτι ἀποτελεῖ ἓν ἐκ τῶν σοβαρωτέρων ζητημάτων.	[676, 190, 860, 435]
teachers-col-4: Καρδίτσης Ἀναγνώστου Ἐλ., εἰς Κόνιτσαν. Βασιλάκη Σ., εἰς Μέτσοβον. Κάλλη Μ., εἰς Φιλιάτες. Μητρόπουλου Γ., εἰς Ἡγουμενίτσαν. Ζήση Π., εἰς Παραμυθιάν. Γεωργιάδου Χ., εἰς Φιλιππιάδα. Τσιάρα Ε., εἰς Θεσπρωτίαν. Πούλου Ν., εἰς Ἀμφιλοχίαν. Λαζάρου Κ., εἰς Βόνιτσαν. Ἀνδριανοῦ Ἰ., εἰς Ναύπακτον. Ἐκ τῆς Ε' Ἀθηνῶν, Σταθοπούλου Ἀ., εἰς Κυπαρισσίαν. Ραπτη Β., εἰς Φιλιατρά. Κορωναίου Δ., εἰς Μεγαλόπολιν. Δούκα Ε., εἰς Γύθειον. Μακρῆ Θ., εἰς Μολάους. Χρηστάκη Φ., εἰς Ἄστρος. Λεονταρίδου Μ., εἰς Κρανίδιον. Καλογεροπούλου Ζ., εἰς Ξυλόκαστρον. Ἐκ τοῦ ΠΥΣΔΕ Ἰωαννίνων, Ρόκα Σ., εἰς Αἴγιον.	[522, 1630, 668, 1886]
meir-missiles-subhead: ΤΟ ΘΕΜΑ ΤΩΝ ΠΥΡΑΥΛΩΝ	[1081, 381, 1201, 392]
french-article	[60, 1390, 668, 1588]
lottery-number: 48262	[1012, 1622, 1037, 1633]
lottery-number: 29525	[968, 1611, 994, 1622]
lottery-number: 10522	[880, 1611, 906, 1622]
meir-nixon-subhead: ΥΠΟΣΧΕΣΙΣ ΤΟΥ ΝΙΞΟΝ	[1088, 318, 1195, 329]
laird-article	[676, 785, 1051, 1074]
meir-subhead-1: Ἡ Αἴγυπτος ζητεῖ σειρὰν ἐγγυήσεων	[1129, 121, 1499, 146]
cyprus-headline-3: Κληρίδη καὶ Ντενκτάς	[689, 87, 1038, 122]
french-col-4: Ὁ κ. Κουρτὲ ὑπογραμμίζει τὴν σημασίαν τῶν σχέσεων τῆς Ἑλλάδος μὲ τὴν Εὐρώπην καὶ τὴν ἀνάγκην ἐνισχύσεώς των.	[522, 1430, 668, 1474]
meir-col-3: Ἡ συμφωνία περὶ ἐκεχειρίας παραβιάζεται συνεχῶς ὑπὸ τῆς Αἰγύπτου, ἐδήλωσεν ἡ κ. Μέγιερ, ἡ ὁποία ἐζήτησε τὴν ἀποστολὴν νέων ἀεροσκαφῶν. Κατὰ τὰ διεθνῆ πρακτορεῖα, ἡ ἰσραηλινὴ κυβέρνησις θὰ ζητήσῃ τὴν σύγκλησιν τοῦ Συμβουλίου Ἀσφαλείας. ΕΠΕΣΤΡΕΨΕΝ Η ΜΕΓΙΕΡ Ἡ κ. Μέγιερ ἐπέστρεψεν εἰς Ἰσραὴλ μετὰ τὸ πέρας τῶν συνομιλιῶν της εἰς τὴν Οὐάσιγκτων καὶ ἐνημέρωσε τὸ ὑπουργικὸν συμβούλιον.	[1403, 173, 1568, 347]
lottery-footer: Ἀνὰ 40 δρχ. κερδίζουν ὅλοι οἱ ἀριθμοὶ οἱ λήγοντες εἰς 2.	[837, 1691, 1051, 1713]
uruguay-col-1: ΜΟΝΤΕΒΙΔΕΟ, 21. (Ἀσσ. Πρές).— Οἱ ἀντάρται Τουπαμάρος ἐξαπέλυσαν νέας ἐπιθέσεις διὰ βομβῶν κατὰ ἀστυνομικῶν καταστημάτων εἰς τὸ Μοντεβιδέο. Δὲν ἀνεφέρθησαν θύματα. ΑΜΕΡΙΚΑΝΙΚΑ ΑΓΗΜΑΤΑ Ἀμερικανικὰ ἀγήματα ἐτέθησαν εἰς ἑτοιμότητα.	[676, 1331, 796, 1474]
jordan-headline-1: Η ΕΠΕΜΒΑΣΙΣ ΤΩΝ ΣΥΡΩΝ ΕΙΣ ΤΗΝ ΙΟΡΔΑΝΙΑΝ	[1108, 485, 1519, 539]
jordan-cairo-dateline: ΚΑΙΡΟΝ, 21. (Ρώυτερ)	[1093, 850, 1190, 861]
lottery-number: 11234	[880, 1666, 906, 1677]
lottery-number: 83321	[968, 1677, 994, 1688]
cambodia-korea-subhead: ΟΙ ΝΟΤΙΟΚΟΡΕΑΤΑΙ	[319, 1042, 408, 1053]
fair-col-2: Ἐπίσης ἐξέφρασε τὴν ἐπιθυμίαν του διὰ τὴν περαιτέρω ἀνάπτυξιν τῶν ἐμπορικῶν σχέσεων μεταξὺ τῶν δύο χωρῶν. Τὸ Ἑλληνικὸν περίπτερον περιλαμβάνει προϊόντα βιομηχανίας καὶ γεωργίας.	[803, 1120, 924, 1208]
laird-col-1: ΟΥΑΡΣΙΓΚΤΩΝ, Βιργινία, 21. (Ἀθην. Πρακτ.).— Ὁ ὑπουργὸς Ἀμύνης τῶν ΗΠΑ κ. Λαῖρντ ἐδήλωσεν ὅτι εἶναι ὑπὲρ τῆς πλήρους ἐπαναλήψεως τῆς στρατιωτικῆς βοηθείας πρὸς τὴν Ἑλλάδα, ἐν ὄψει τῆς κρίσεως εἰς τὴν Μέσην Ἀνατολήν. Ἡ στρατηγικὴ θέσις τῆς Ἑλλάδος εἶναι ζωτικῆς σημασίας διὰ τὴν ἄμυναν.	[676, 853, 796, 999]
lottery-number: 70271	[837, 1644, 863, 1655]
lottery-number: 55121	[837, 1677, 863, 1688]
cyprus-article	[676, 22, 1051, 777]
lottery-number: 65625	[1012, 1633, 1037, 1644]
jordan-mission-subhead: ΑΝΕΚΛΑΜΒΑΝΕΙ ΑΠΟΣΤΟΛΗΝ	[1072, 1105, 1211, 1116]
rule-v-2	[1054, 22, 1056, 2308]
jordan-army-subhead: Ο ΠΑΛΑΙΣΤΙΝΙΑΚΟΣ ΣΤΡΑΤΟΣ	[1074, 1157, 1208, 1168]
lottery-number: 82465	[1012, 1644, 1037, 1655]
rule-h-1	[60, 779, 1054, 781]
jordan-pakistan-subhead: ΕΚΚΛΗΣΙΣ ΤΟΥ ΠΑΚΙΣΤΑΝ	[1254, 822, 1373, 833]
laird-dateline: ΟΥΑΡΣΙΓΚΤΩΝ, Βιργινία, 21. (Ἀθην. Πρακτ.).—	[682, 853, 789, 875]
nato-col-1: ΧΑΓΗ, 21. (Ἀθην. Πρακτ.).— Ὁ γενικὸς γραμματεὺς τοῦ ΝΑΤΟ κ. Μπρόζιο ἀπήντησε εἰς τὰς ἐρωτήσεις τῶν ἀντιπροσώπων τοῦ Τύπου καὶ ἐτόνισεν ὅτι τὸ ΝΑΤΟ οὐδέποτε ἐπενέβη εἰς τὰς ἐσωτερικὰς ὑποθέσεις τῶν κρατῶν μελῶν τῆς Ἀτλαντικῆς Συμμαχίας. Τὸ σχετικὸν ἔγγραφον τὸ ὁποῖον ἐδημοσιεύθη εἰς τὸ ἐξωτερικὸν εἶναι πλαστόν. Ὁ κ. Μπρόζιο προσέθεσεν ὅτι ἡ συμμαχία στηρίζεται ἐπὶ τῆς ἀμοιβαίας ἐμπιστοσύνης καὶ τοῦ σεβασμοῦ τῆς κυριαρχίας ἑκάστου μέλους. Ἡ ὑπόθεσις αὐτὴ ἀποτελεῖ προσπάθειαν διασπάσεως τῆς ἑνότητος τῶν συμμάχων, ἡ ὁποία ὅμως δὲν θὰ ἐπιτύχῃ. Ἐν συνεχείᾳ ἀνεφέρθη εἰς τὴν κατάστασιν εἰς τὴν Μέσην Ἀνατολὴν καὶ τὴν Μεσόγειον καὶ ἐτόνισεν ὅτι αἱ ἐξελίξεις παρακολουθοῦνται μετὰ προσοχῆς ὑπὸ τῶν ὑπευθύνων τοῦ Ὀργανισμοῦ. Ἡ ἀμυντικὴ ἑτοιμότης τῆς συμμαχίας εἶναι ἱκανοποιητικὴ καὶ δὲν ὑφίσταται λόγος ἀνησυχίας. Ὁ κ. Μπρόζιο ἀπεκάλυψε ἐπίσης ὅτι αἱ ὑπηρεσίαι ἀσφαλείας διεξάγουν ἔρευναν διὰ τὴν ἀνεύρεσιν τῶν ὑπευθύνων τῆς πλαστογραφίας.	[60, 230, 206, 632]
nato-article	[60, 22, 668, 777]
nato-col-4: ἔγγραφον τοῦ Βορειοατλαντικοῦ συμφώνου, ἐδέησε ταχέως νὰ διαψευσθῇ. Ἡ ἐξέλιξις αὐτὴ χαιρετίζεται ὑπὸ τῶν κύκλων τῆς συμμαχίας ὡς ἐπιβεβαίωσις τῆς σταθερότητος. Ὁ ἐκπρόσωπος τοῦ ΝΑΤΟ ἀνεκοίνωσεν ὅτι ἡ σύνοδος θὰ ἀσχοληθῇ καὶ μὲ τὴν κατάστασιν εἰς τὴν Μεσόγειον, ὅπου παρατηρεῖται αὔξησις τῆς σοβιετικῆς ναυτικῆς παρουσίας. Εἰδικὴ μελέτη θὰ ὑποβληθῇ ὑπὸ τῆς στρατιωτικῆς ἐπιτροπῆς. Ἐπίσης θὰ ἐξετασθῇ τὸ ζήτημα τῆς μειώσεως τῶν δυνάμεων εἰς τὴν Εὐρώπην, ἐν ὄψει τῶν προτάσεων τοῦ Συμφώνου τῆς Βαρσοβίας. Αἱ ἀπόψεις τῶν συμμάχων συμπίπτουν εἰς τὸ ὅτι οἱασδήποτε μείωσις πρέπει νὰ εἶναι ἀμοιβαία καὶ ἰσόρροπος.	[522, 226, 668, 469]
uruguay-riots-subhead: ΑΤΑΞΙΑΙ ΕΙΣ ΚΑΥΤΡΩΝ	[940, 1386, 1042, 1397]
ad-line-7: μέσα σὲ λίγες ὧρες	[700, 1995, 938, 2025]
french-col-3: Ἡ Ἐπιτροπὴ ἀπήντησεν ὅτι ἐξετάζει τὸ θέμα καὶ θὰ ὑποβάλῃ τὰς προτάσεις της εἰς τὸ Συμβούλιον Ὑπουργῶν.	[368, 1430, 514, 1474]
newspaper-page	[60, 22, 1568, 2308]
meir-lebanon-subhead: Ο ΛΙΒΑΝΟΣ ΚΑΤΑΓΓΕΛΛΕΙ	[1254, 288, 1373, 299]
nato-headline-1: ΤΟ ΝΑΤΟ ΔΕΝ ΕΠΕΝΕΒΗ ΔΗΛΟΙ Ο ΜΠΡΟΖΙΟ	[126, 22, 601, 85]
nato-col-3: ἀποστολὴν ἐγγράφων τοῦ Βορειοατλαντικοῦ Συμφώνου. Ἀπεκάλυψε ἐπίσης ὅτι αἱ ἀρχαὶ ἀσφαλείας παρακολουθοῦν τὰς δραστηριότητας ὡρισμένων προσώπων τὰ ὁποῖα συνδέονται μὲ ξένας μυστικὰς ὑπηρεσίας. Ἡ δήλωσις ἐγένετο ἐν ὄψει τῆς συνόδου τῶν ὑπουργῶν ἀμύνης ἡ ὁποία θὰ πραγματοποιηθῇ προσεχῶς. Κατὰ τὴν σύνοδον θὰ ἐξετασθοῦν τὰ προβλήματα τῆς κοινῆς ἀμύνης καὶ ἡ κατάστασις τῶν ἐνόπλων δυνάμεων τῶν μελῶν. Η ΓΕΡΜΑΝ ΣΥΜΦΩΝΙΑ ΧΑΓΗ, 21. (Ἡνωμ. Τύπος) Ἡ Δυτικὴ Γερμανία ἀνεκοίνωσεν ὅτι θὰ αὐξήσῃ τὴν συνεισφοράν της εἰς τὸν κοινὸν προϋπολογισμὸν τῆς συμμαχίας κατὰ τὰ ἔτη 1970—1973. Τρεῖς ἐκ τῶν συμμάχων ἐδήλωσαν ὅτι θὰ ἀκολουθήσουν τὸ παράδειγμα.	[368, 226, 514, 512]
ad-body: Θὰ δῆτε στὴν πρώτη σελίδα πόσο εὔκολα μπορεῖτε νὰ μάθετε ξένη γλῶσσα. Στείλτε τὸ κουπόνι σήμερα καὶ θὰ λάβετε ἕνα ἀνοιχτὸ δίσκο δοκιμαστικό.	[700, 2033, 1028, 2067]
lottery-col-1	[676, 1612, 829, 1761]
meir-dateline: ΟΥΑΣΙΓΚΤΩΝ, 21. (Ἡνωμ. Τύπος)	[1069, 177, 1213, 188]
rule-h-4	[676, 1078, 1051, 1079]
laird-col-3: Ἐπίσης ἀνεφέρθη εἰς τὴν ἀνάγκην ἐνισχύσεως τῆς νοτιοανατολικῆς πτέρυγος τοῦ ΝΑΤΟ. Ἡ Ἑλλὰς καὶ ἡ Τουρκία ἀποτελοῦν τὸ προπύργιον τῆς Συμμαχίας εἰς τὴν περιοχήν. Ἡ ἐξέλιξις τῆς κρίσεως εἰς τὴν Ἰορδανίαν καθιστᾶ ἐπιτακτικὴν τὴν ἐνίσχυσιν.	[931, 849, 1051, 969]
lottery-number: 79122	[968, 1644, 994, 1655]
jordan-headline-2: ΗΥΞΗΣΕ ΤΑΣ ΠΙΘΑΝΟΤΗΤΑΣ ΕΜΠΛΟΚΗΣ	[1078, 540, 1549, 569]
meir-headline-1: ΜΕ «ΠΡΟΛΗΠΤΙΚΟΝ» ΠΟΛΕΜΟΝ	[1062, 22, 1565, 54]
meir-returned-subhead: ΕΠΕΣΤΡΕΨΕΝ Η ΜΕΓΙΕΡ	[1430, 277, 1542, 288]
fair-headline-1: ΗΝΟΙΞΕΝ Η ΔΙΕΘΝΗΣ ΕΚΘΕΣΙΣ ΤΗΣ ΦΙΛΙΠΠΟΥΠΟΛΕΩΣ	[704, 1081, 1024, 1095]
lottery-article	[676, 1584, 1051, 1768]
jordan-medicine-subhead: ΑΠΟΣΤΟΛΗ ΦΑΡΜΑΚΩΝ	[1258, 885, 1369, 896]
laird-headline-3: Η ΣΤΡΑΤΗΓΙΚΗ ΘΕΣΙΣ ΚΑΙ Η ΚΡΙΣΙΣ ΕΙΣ ΤΗΝ Μ. ΑΝΑΤΟΛΗΝ	[676, 824, 1051, 844]
cambodia-col-1: ΣΚΟΥΝ, Καμπότζη, 21. (Ρώυτερ).— Τρία τάγματα Καμποτζιανῶν ἐξαπέλυσαν σφοδρὰν ἀντεπίθεσιν ἐναντίον δυνάμεων τῶν Βιὲτ Κὸγκ εἰς τὴν περιοχὴν τῆς Κομπὸγκ Θόμ, 130 χιλιόμετρα βορείως τῆς πρωτευούσης. Αἱ δυνάμεις τῶν Βιὲτ Κὸγκ ἀνθίστανται σθεναρῶς καὶ κατὰ τὰς πληροφορίας ἐχάσαν περὶ τοὺς 150 ἄνδρας. Ἡ ἐπίθεσις ὑπεστηρίχθη ὑπὸ πυροβολικοῦ καὶ ἀεροπορίας. Ἀποστέλλονται καὶ νέαι ἐνισχύσεις εἰς τὴν περιοχήν. ΝΑΥΤΙΚΑΙ ΔΥΝΑΜΕΙΣ Ναυτικαὶ δυνάμεις μετέφερον στρατεύματα εἰς τὴν περιοχὴν τοῦ Μεκόνγκ.	[60, 963, 257, 1143]
lottery-numbers	[837, 1612, 1051, 1761]
rule-v-1	[671, 22, 673, 777]
peking-col-2: ὑπὸ τὴν ἡγεσίαν τοῦ προέδρου Νίξον. Ἡ κινεζικὴ κυβέρνησις δηλώνει τὴν ἀλληλεγγύην της πρὸς τὸν παλαιστινιακὸν λαὸν καὶ ὑπόσχεται κάθε βοήθειαν. Τὸ σχόλιον καταλήγει ὅτι ἡ Κίνα θὰ ὑποστηρίξῃ τὸν ἀγῶνα τῶν Παλαιστινίων. ΥΠΟΧΩΡΟΥΝ Αἱ συριακαὶ δυνάμεις ὑποχωροῦν ὑπὸ τὴν πίεσιν τῶν ἰορδανικῶν τεθωρακισμένων. ΚΗΔΕΙΑΙ ΑΜΑΛΙΑΝ ΦΩΘΙΑ Ἐκηδεύθη χθὲς ἡ Ἀμαλία Φωθιᾶ. Ἡ ἐξόδιος ἀκολουθία ἐψάλη εἰς τὸν ἱερὸν ναὸν τοῦ Ἁγίου Γεωργίου.	[1231, 1756, 1396, 1964]
cambodia-headline-3: ΕΙΣ ΤΗΝ ΠΕΡΙΟΧΗΝ ΤΗΣ ΚΟΜΠΟΓΚ ΘΟΜ	[79, 855, 649, 888]
cambodia-subhead-1: Ἀνθίστανται σθεναρῶς οἱ Βιὲτ Κὸγκ	[132, 894, 595, 923]
lottery-number: 42876	[924, 1655, 950, 1666]
cyprus-subhead-1: Θὰ ἐξετασθῆ διεξοδικῶς	[726, 127, 1001, 153]
meir-col-1: ΟΥΑΣΙΓΚΤΩΝ, 21. (Ἡνωμ. Τύπος) Ἡ πρωθυπουργὸς τοῦ Ἰσραὴλ κ. Μέγιερ ἐδήλωσεν ὅτι ἐὰν αἱ Ἡνωμέναι Πολιτεῖαι δὲν ἐγγυηθοῦν τὴν ἀσφάλειαν τῆς χώρας της, τὸ Ἰσραὴλ θὰ ἀναγκασθῇ νὰ ἐξαπολύσῃ προληπτικὸν πόλεμον κατὰ τῶν ἀραβικῶν κρατῶν. Ταῦτα ἐδήλωσεν κατὰ τὴν διάρκειαν συνεντεύξεως τὴν ὁποίαν παρεχώρησεν πρὸ τῆς ἀναχωρήσεώς της. ΥΠΟΣΧΕΣΙΣ ΤΟΥ ΝΙΞΟΝ Ὁ πρόεδρος Νίξον ὑπεσχέθη εἰς τὴν κ. Μέγιερ ὅτι αἱ Ἡνωμέναι Πολιτεῖαι θὰ διατηρήσουν τὴν ἰσορροπίαν δυνάμεων. ΤΟ ΘΕΜΑ ΤΩΝ ΠΥΡΑΥΛΩΝ Ἡ Αἴγυπτος ζητεῖ σειρὰν ἐγγυήσεων διὰ νὰ ἀποσύρῃ τοὺς πυραύλους ἀπὸ τὴν ζώνην τῆς διώρυγος.	[1059, 177, 1224, 439]
teachers-col-3: Σιδηροκάστρου Παπαχρήστου Ἰ., εἰς Κέρκυραν. Μουστάκα Φ., εἰς Λευκάδα. Δεληγιάννη Π., εἰς Κεφαλληνίαν. Χρυσάνθου Σ., εἰς Ἰθάκην. Ραφαηλίδου Μ., εἰς Σύρον. Κάππου Α., εἰς Νάξον. Μπάρκα Θ., εἰς Ἄνδρον. Τζαννετάκη Ρ., εἰς Τῆνον. Λάμπρου Δ., εἰς Κύθηρα. Κουτσούρη Γ., εἰς Αἴγιναν. Πολυχρόνη Ν., εἰς Ὕδραν. Ἐκ τῆς Δ' Ἀθηνῶν, Μαργαρίτη Β., εἰς Ἀλμυρόν. Σακελλαρίου Κ., εἰς Φάρσαλα. Ξενάκη Λ., εἰς Ἐλασσῶνα. Παππᾶ Ο., εἰς Τύρναβον. Ἀντωνοπούλου Μ., εἰς Καλαμπάκαν. Γιαννοπούλου Ε., εἰς Μουζάκι. Τσακίρη Π., εἰς Σοφάδες. Μελετίου Ἀ., εἰς Δομοκόν. Νταλάκα Κ., εἰς Στυλίδα. Ἐκ τοῦ ΠΥΣΔΕ Λαρίσης, Πανούση Ἀθ., εἰς Νάουσαν.	[368, 1630, 514, 1886]
lottery-prize-5: Ἀνὰ 3.000 δρχ. κερδίζουν οἱ ἀριθμοί	[676, 1742, 830, 1761]
